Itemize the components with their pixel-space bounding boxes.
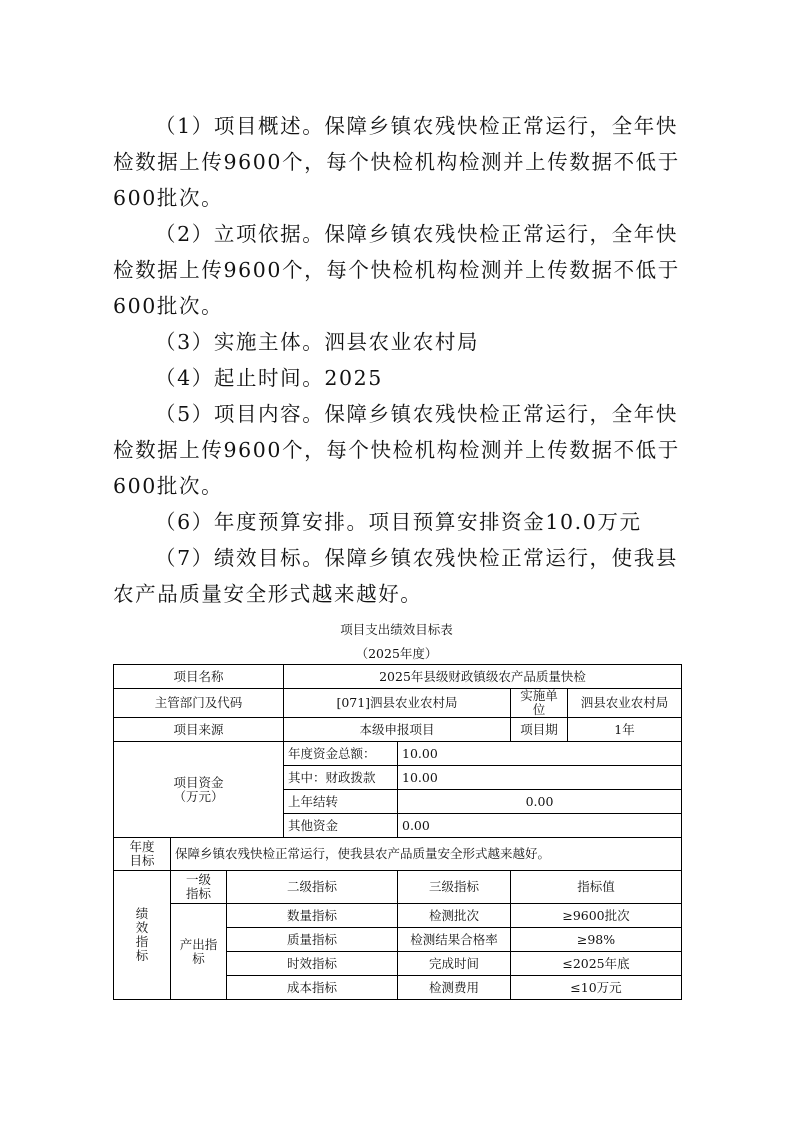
paragraph-basis: （2）立项依据。保障乡镇农残快检正常运行，全年快检数据上传9600个，每个快检机构检测并上传数据不低于600批次。 [113, 222, 680, 318]
funds-total-value: 10.00 [398, 742, 682, 766]
perf-indicator-label: 绩 效 指 标 [114, 871, 171, 1000]
indicator-value: ≤2025年底 [511, 952, 682, 976]
performance-table [113, 664, 682, 1000]
funds-carryover-value: 0.00 [398, 790, 682, 814]
indicator-level3: 检测费用 [398, 976, 511, 1000]
project-name-label: 项目名称 [114, 665, 284, 689]
table-row [114, 838, 682, 871]
paragraph-budget: （6）年度预算安排。项目预算安排资金10.0万元 [155, 510, 642, 534]
dept-value: [071]泗县农业农村局 [284, 689, 511, 718]
header-level1: 一级 指标 [171, 871, 227, 904]
impl-unit-value: 泗县农业农村局 [568, 689, 682, 718]
indicator-level2: 时效指标 [227, 952, 398, 976]
indicator-value: ≥9600批次 [511, 904, 682, 928]
table-row [114, 742, 682, 766]
indicator-level2: 数量指标 [227, 904, 398, 928]
funds-other-label: 其他资金 [284, 814, 398, 838]
funds-fiscal-label: 其中：财政拨款 [284, 766, 398, 790]
table-row [114, 871, 682, 904]
paragraph-overview: （1）项目概述。保障乡镇农残快检正常运行，全年快检数据上传9600个，每个快检机构检测并上传数据不低于600批次。 [113, 114, 680, 210]
paragraph-goal: （7）绩效目标。保障乡镇农残快检正常运行，使我县农产品质量安全形式越来越好。 [113, 546, 678, 606]
header-value: 指标值 [511, 871, 682, 904]
source-label: 项目来源 [114, 718, 284, 742]
dept-label: 主管部门及代码 [114, 689, 284, 718]
impl-unit-label: 实施单位 [511, 689, 568, 718]
period-label: 项目期 [511, 718, 568, 742]
indicator-level3: 检测批次 [398, 904, 511, 928]
table-row [114, 904, 682, 928]
table-title: 项目支出绩效目标表 [340, 622, 453, 637]
funds-other-value: 0.00 [398, 814, 682, 838]
header-level2: 二级指标 [227, 871, 398, 904]
table-row [114, 718, 682, 742]
project-name-value: 2025年县级财政镇级农产品质量快检 [284, 665, 682, 689]
paragraph-period: （4）起止时间。2025 [155, 366, 383, 390]
funds-label: 项目资金 （万元） [114, 742, 284, 838]
funds-carryover-label: 上年结转 [284, 790, 398, 814]
indicator-level2: 质量指标 [227, 928, 398, 952]
indicator-value: ≤10万元 [511, 976, 682, 1000]
funds-fiscal-value: 10.00 [398, 766, 682, 790]
paragraph-content: （5）项目内容。保障乡镇农残快检正常运行，全年快检数据上传9600个，每个快检机构检测并上传数据不低于600批次。 [113, 402, 680, 498]
annual-goal-value: 保障乡镇农残快检正常运行，使我县农产品质量安全形式越来越好。 [171, 838, 682, 871]
funds-total-label: 年度资金总额： [284, 742, 398, 766]
paragraph-implementer: （3）实施主体。泗县农业农村局 [155, 330, 480, 354]
header-level3: 三级指标 [398, 871, 511, 904]
table-subtitle: （2025年度） [355, 646, 438, 661]
indicator-level2: 成本指标 [227, 976, 398, 1000]
table-row [114, 689, 682, 718]
indicator-value: ≥98% [511, 928, 682, 952]
source-value: 本级申报项目 [284, 718, 511, 742]
indicator-level3: 完成时间 [398, 952, 511, 976]
output-indicator-label: 产出指 标 [171, 904, 227, 1000]
period-value: 1年 [568, 718, 682, 742]
indicator-level3: 检测结果合格率 [398, 928, 511, 952]
table-row [114, 665, 682, 689]
annual-goal-label: 年度 目标 [114, 838, 171, 871]
